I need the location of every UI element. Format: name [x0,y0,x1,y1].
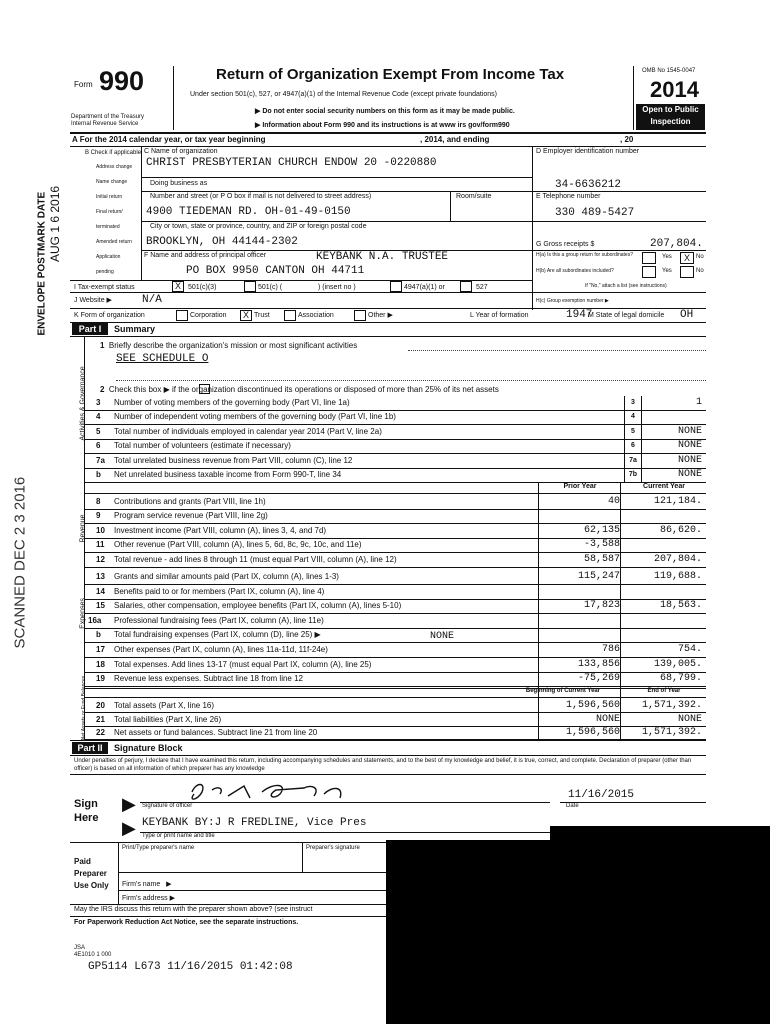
i-4947-box[interactable] [390,281,402,292]
row-number: 20 [96,701,105,710]
city-label: City or town, state or province, country, and ZIP or foreign postal code [150,223,367,230]
row-number: 11 [96,540,105,550]
row-number: 6 [96,441,101,451]
row-number: 15 [96,601,105,611]
revenue-row [84,509,706,524]
row-number: 13 [96,572,105,581]
row-prior: 1,596,560 [565,700,620,711]
gross-value: 207,804. [650,238,703,250]
prior-year-header: Prior Year [563,483,597,490]
row-prior: -3,588 [583,539,620,551]
row-current: 139,005. [653,658,702,670]
open-public-badge: Open to Public Inspection [636,104,705,130]
i-501c3-label: 501(c)(3) [188,284,217,291]
row-label: Total liabilities (Part X, line 26) [114,714,222,724]
row-label: Investment income (Part VIII, column (A), lines 3, 4, and 7d) [114,525,327,535]
row-label: Program service revenue (Part VIII, line 2g) [114,511,268,521]
hb-yes-label: Yes [662,268,672,274]
side-governance: Activities & Governance [79,366,87,441]
row-current: 1,571,392. [641,727,702,738]
redaction-block [386,840,770,1024]
redaction-strip [550,826,770,842]
row-number: 17 [96,645,105,654]
row-prior: 115,247 [577,571,620,582]
prep-sig-label: Preparer's signature [306,845,360,851]
row-number: 7a [96,455,105,465]
row-label: Grants and similar amounts paid (Part IX, column (A), lines 1-3) [114,572,339,581]
revenue-row [84,524,706,539]
row-prior: 40 [607,496,620,507]
row-label: Salaries, other compensation, employee benefits (Part IX, column (A), lines 5-10) [114,601,402,611]
col-b-label: B Check if applicable [85,150,142,156]
phone-label: E Telephone number [536,193,601,200]
row-label: Total assets (Part X, line 16) [114,701,215,710]
i-527-label: 527 [476,284,488,291]
side-expenses: Expenses [79,598,87,629]
row-label: Other expenses (Part IX, column (A), lines 11a-11d, 11f-24e) [114,645,328,654]
mission-value: SEE SCHEDULE O [116,353,209,365]
street-label: Number and street (or P O box if mail is not delivered to street address) [150,193,372,200]
expense-row [84,628,706,643]
begin-year-header: Beginning of Current Year [525,688,601,694]
form-title: Return of Organization Exempt From Income Tax [216,66,565,83]
dba-label: Doing business as [150,180,208,187]
row-number: b [96,470,101,479]
part1-title: Summary [114,324,156,334]
expense-row [84,570,706,585]
line-a-mid: , 2014, and ending [420,135,490,144]
city-address: BROOKLYN, OH 44144-2302 [146,236,298,248]
ha-yes-box[interactable] [642,252,656,264]
i-527-box[interactable] [460,281,472,292]
row-label: Revenue less expenses. Subtract line 18 from line 12 [114,674,303,684]
hc-label: H(c) Group exemption number ▶ [536,298,609,304]
row-number: b [96,630,101,640]
jsa-code: 4E1010 1 000 [74,952,112,958]
room-label: Room/suite [456,193,492,200]
gross-label: G Gross receipts $ [536,241,595,248]
row-line-code: 7b [624,468,642,482]
row-number: 5 [96,426,101,436]
net-asset-row [84,726,706,740]
side-net-assets: Net Assets or Fund Balances [81,675,87,741]
current-year-header: Current Year [643,483,685,490]
may-irs-text: May the IRS discuss this return with the preparer shown above? (see instruct [74,906,313,913]
row-prior: 17,823 [583,600,620,612]
tax-year: 2014 [650,77,699,102]
row-label: Net assets or fund balances. Subtract line 21 from line 20 [114,728,318,737]
row-label: Total number of individuals employed in calendar year 2014 (Part V, line 2a) [114,426,382,436]
row-label: Total unrelated business revenue from Part VIII, column (C), line 12 [114,455,353,465]
hb-yes-box[interactable] [642,266,656,278]
sign-arrow2-icon: ▶ [122,818,136,838]
row-value: NONE [677,469,702,480]
gov-row [84,468,706,483]
l-label: L Year of formation [470,312,529,319]
row-value: NONE [677,454,702,466]
row-label: Contributions and grants (Part VIII, line 1h) [114,497,266,506]
line2-text: 2 Check this box ▶ if the organization discontinued its operations or disposed of more than 25% of its net assets [100,385,499,394]
use-only-label: Use Only [74,881,109,890]
expense-row [84,585,706,600]
hb-label: H(b) Are all subordinates included? [536,268,614,274]
row-line-code: 4 [624,410,642,424]
row-line-code: 7a [624,454,642,468]
m-value: OH [680,309,694,321]
org-name-label: C Name of organization [144,148,218,155]
revenue-row [84,538,706,553]
line1-text: 1 Briefly describe the organization's mission or most significant activities [100,341,358,350]
gov-row [84,454,706,469]
ein-value: 34-6636212 [555,179,622,191]
row-prior: NONE [595,713,620,725]
phone-value: 330 489-5427 [555,207,635,219]
expense-row [84,614,706,629]
line-a: A For the 2014 calendar year, or tax year beginning [72,135,266,144]
row-number: 18 [96,659,105,669]
footer-stamp: GP5114 L673 11/16/2015 01:42:08 [88,961,293,973]
row-number: 3 [96,398,101,407]
firm-addr-label: Firm's address ▶ [122,895,176,902]
i-501c-label: 501(c) ( [258,284,283,291]
row-current: 754. [677,644,702,655]
fundraising-none: NONE [430,631,455,642]
row-label: Other revenue (Part VIII, column (A), lines 5, 6d, 8c, 9c, 10c, and 11e) [114,540,362,550]
row-label: Professional fundraising fees (Part IX, column (A), line 11e) [114,615,324,625]
m-label: M State of legal domicile [588,312,665,319]
revenue-row [84,553,706,568]
k-assoc-box[interactable] [284,310,296,321]
expense-row [84,672,706,687]
row-label: Benefits paid to or for members (Part IX, column (A), line 4) [114,586,325,596]
row-number: 4 [96,412,101,422]
hb-no-label: No [696,268,704,274]
ha-no-box[interactable]: X [680,252,694,264]
prep-name-label: Print/Type preparer's name [122,845,195,851]
line-i-label: I Tax-exempt status [74,284,135,291]
row-number: 16a [88,615,102,625]
col-b-items: Address change Name change Initial return Final return/ terminated Amended return Application pending [96,164,133,275]
row-number: 9 [96,511,101,521]
revenue-row [84,495,706,510]
row-line-code: 6 [624,439,642,453]
row-number: 21 [96,714,105,724]
officer-name-title: KEYBANK BY:J R FREDLINE, Vice Pres [142,817,367,829]
k-corp-box[interactable] [176,310,188,321]
officer-line1: KEYBANK N.A. TRUSTEE [316,251,449,263]
row-current: NONE [677,713,702,725]
postmark-stamp: ENVELOPE POSTMARK DATE [36,191,48,336]
row-label: Total fundraising expenses (Part IX, column (D), line 25) ▶ [114,630,321,640]
part2-tag: Part II [72,742,108,754]
row-current: 18,563. [659,600,702,612]
officer-label: F Name and address of principal officer [144,252,267,259]
k-assoc-label: Association [298,312,334,319]
notice-ssn: ▶ Do not enter social security numbers on this form as it may be made public. [255,108,515,115]
side-revenue: Revenue [79,514,87,543]
jsa-label: JSA [74,945,86,951]
row-prior: 786 [601,644,620,655]
gov-row [84,425,706,440]
perjury-text: Under penalties of perjury, I declare that I have examined this return, including accompanying schedules and statements, and to the best of my knowledge and belief, it is true, correct, and complete. Declaration of preparer (other than officer) is based on all information of which preparer has any knowledge [74,758,692,772]
row-prior: 1,596,560 [565,727,620,738]
street-address: 4900 TIEDEMAN RD. OH-01-49-0150 [146,206,351,218]
irs-label: Internal Revenue Service [71,121,139,127]
i-4947-label: 4947(a)(1) or [404,284,445,291]
part1-tag: Part I [72,323,108,335]
end-year-header: End of Year [647,688,681,694]
notice-info: ▶ Information about Form 990 and its instructions is at www irs gov/form990 [255,122,510,129]
row-current: 121,184. [653,496,702,507]
line-a-end: , 20 [620,135,634,144]
row-number: 19 [96,674,105,684]
line2-checkbox[interactable] [199,384,210,394]
postmark-date: AUG 1 6 2016 [48,185,62,262]
i-insert-label: ) (insert no ) [318,284,356,291]
row-number: 12 [96,554,105,564]
i-501c-box[interactable] [244,281,256,292]
l-value: 1947 [566,309,593,321]
row-current: 1,571,392. [641,700,702,711]
paid-label: Paid [74,857,91,866]
row-label: Number of independent voting members of the governing body (Part VI, line 1b) [114,412,396,422]
ha-yes-label: Yes [662,254,672,260]
ein-label: D Employer identification number [536,148,640,155]
row-value: 1 [695,397,702,408]
hb-note: If "No," attach a list (see instructions) [585,283,667,289]
k-corp-label: Corporation [190,312,227,319]
sig-officer-label: Signature of officer [142,803,193,809]
row-label: Total number of volunteers (estimate if necessary) [114,441,291,451]
row-label: Number of voting members of the governing body (Part VI, line 1a) [114,398,350,407]
sign-date: 11/16/2015 [568,789,635,801]
row-label: Net unrelated business taxable income from Form 990-T, line 34 [114,470,342,479]
k-label: K Form of organization [74,312,145,319]
here-label: Here [74,812,99,824]
row-current: 86,620. [659,524,702,536]
type-print-label: Type or print name and title [142,833,215,839]
net-asset-row [84,699,706,713]
expense-row [84,599,706,614]
org-name: CHRIST PRESBYTERIAN CHURCH ENDOW 20 -0220880 [146,157,437,169]
row-prior: 58,587 [583,553,620,565]
row-current: 207,804. [653,553,702,565]
row-label: Total revenue - add lines 8 through 11 (must equal Part VIII, column (A), line 12) [114,554,397,564]
row-prior: 133,856 [577,658,620,670]
i-501c3-box[interactable]: X [172,281,184,292]
gov-row [84,396,706,411]
preparer-label: Preparer [74,869,107,878]
row-line-code: 3 [624,396,642,410]
k-trust-label: Trust [254,312,270,319]
form-subtitle: Under section 501(c), 527, or 4947(a)(1) of the Internal Revenue Code (except private foundations) [190,91,498,98]
paperwork-text: For Paperwork Reduction Act Notice, see the separate instructions. [74,919,299,926]
sign-label: Sign [74,798,98,810]
k-other-box[interactable] [354,310,366,321]
row-line-code: 5 [624,425,642,439]
row-current: 68,799. [659,673,702,685]
sign-arrow-icon: ▶ [122,794,136,814]
row-number: 14 [96,586,105,596]
row-prior: 62,135 [583,524,620,536]
officer-line2: PO BOX 9950 CANTON OH 44711 [186,265,365,277]
row-current: 119,688. [653,571,702,582]
row-number: 10 [96,525,105,535]
scanned-stamp: SCANNED DEC 2 3 2016 [11,476,29,649]
website-value: N/A [142,294,162,306]
firm-name-label: Firm's name ▶ [122,881,172,888]
part2-title: Signature Block [114,743,183,753]
expense-row [84,658,706,673]
omb-number: OMB No 1545-0047 [642,68,696,74]
k-trust-box[interactable]: X [240,310,252,321]
website-label: J Website ▶ [74,297,112,304]
ha-label: H(a) Is this a group return for subordinates? [536,252,633,258]
k-other-label: Other ▶ [368,312,393,319]
row-prior: -75,269 [577,673,620,685]
gov-row [84,410,706,425]
form-number: 990 [99,66,145,96]
expense-row [84,643,706,658]
date-label: Date [566,803,579,809]
row-value: NONE [677,440,702,452]
gov-row [84,439,706,454]
form-word: Form [74,80,93,89]
dept-treasury: Department of the Treasury [71,114,145,120]
net-asset-row [84,713,706,727]
row-number: 22 [96,728,105,737]
row-label: Total expenses. Add lines 13-17 (must equal Part IX, column (A), line 25) [114,659,372,669]
ha-no-label: No [696,254,704,260]
hb-no-box[interactable] [680,266,694,278]
row-number: 8 [96,497,101,506]
row-value: NONE [677,425,702,437]
